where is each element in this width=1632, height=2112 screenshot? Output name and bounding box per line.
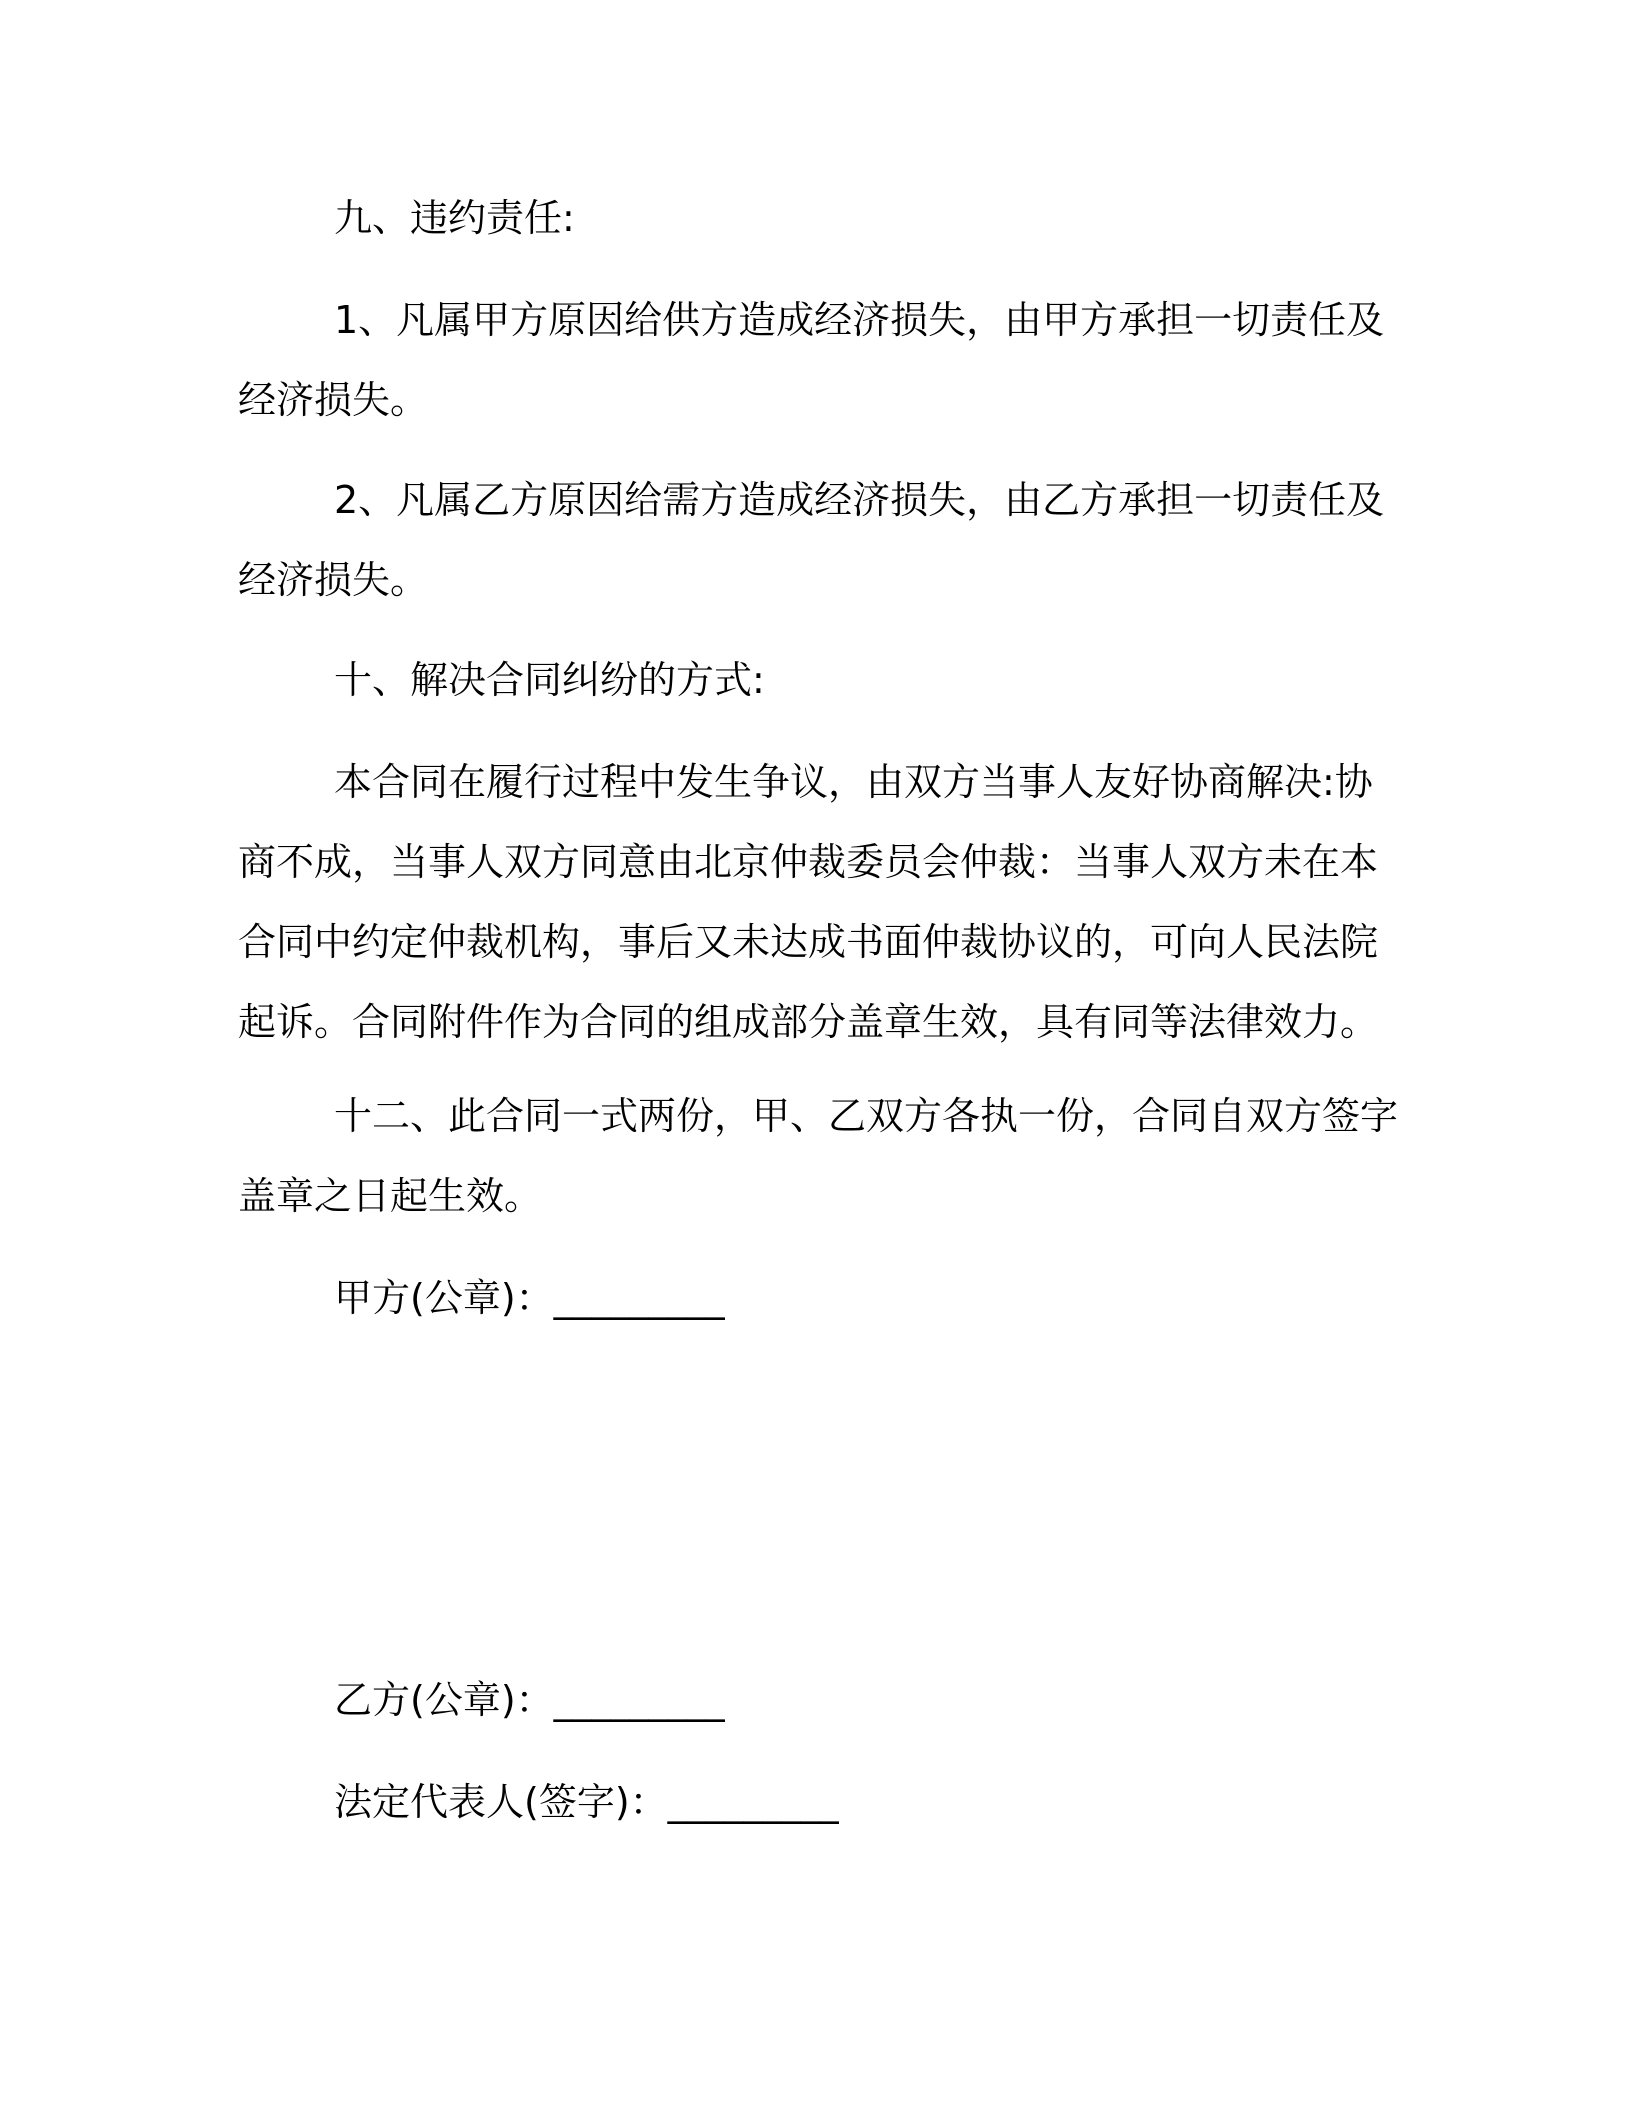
item-2-line-1: 2、凡属乙方原因给需方造成经济损失，由乙方承担一切责任及 [334, 478, 1385, 522]
section-9-item-1 [238, 280, 1388, 440]
item-2-line-2: 经济损失。 [238, 558, 429, 602]
section-10-heading: 十、解决合同纠纷的方式: [334, 658, 765, 702]
para-line-2: 商不成，当事人双方同意由北京仲裁委员会仲裁：当事人双方未在本 [238, 840, 1379, 884]
section-9-heading: 九、违约责任: [334, 196, 575, 240]
section-12-line-2: 盖章之日起生效。 [238, 1174, 543, 1218]
para-line-4: 起诉。合同附件作为合同的组成部分盖章生效，具有同等法律效力。 [238, 1000, 1379, 1044]
section-12 [238, 1076, 1399, 1236]
para-line-1: 本合同在履行过程中发生争议，由双方当事人友好协商解决:协 [334, 760, 1373, 804]
section-12-line-1: 十二、此合同一式两份，甲、乙双方各执一份，合同自双方签字 [334, 1094, 1399, 1138]
item-1-line-1: 1、凡属甲方原因给供方造成经济损失，由甲方承担一切责任及 [334, 298, 1385, 342]
section-10 [238, 640, 1388, 720]
section-9-item-2 [238, 460, 1388, 620]
section-9 [238, 178, 1388, 258]
party-b-signature-line: 乙方(公章)：_________ [334, 1678, 725, 1722]
section-10-paragraph [238, 742, 1388, 1062]
item-1-line-2: 经济损失。 [238, 378, 429, 422]
party-a-signature-line: 甲方(公章)：_________ [334, 1276, 725, 1320]
legal-rep-signature-line: 法定代表人(签字)：_________ [334, 1780, 839, 1824]
para-line-3: 合同中约定仲裁机构，事后又未达成书面仲裁协议的，可向人民法院 [238, 920, 1379, 964]
